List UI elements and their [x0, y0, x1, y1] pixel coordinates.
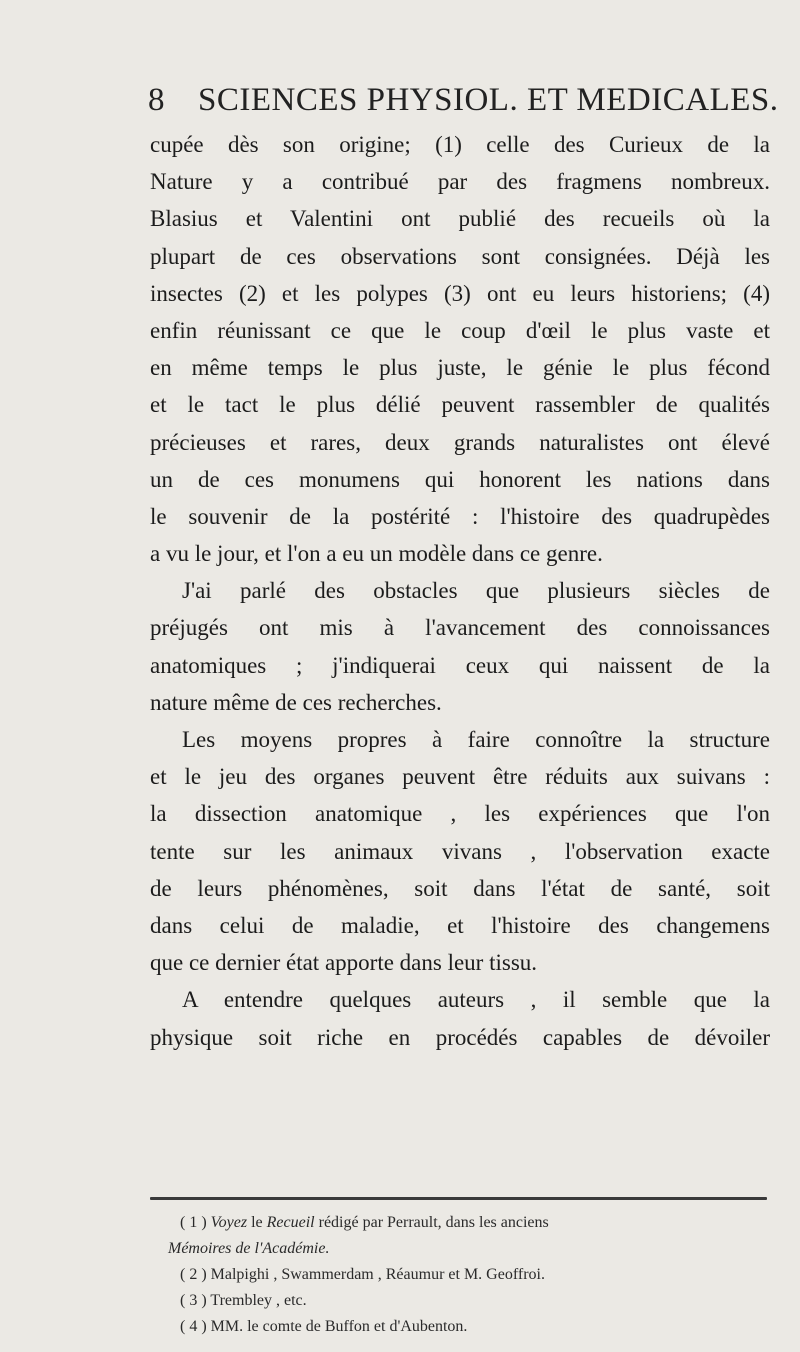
text-line: dans celui de maladie, et l'histoire des changemens [150, 912, 770, 938]
text-line: et le tact le plus délié peuvent rassembler de qualités [150, 392, 770, 418]
text-line: physique soit riche en procédés capables de dévoiler [150, 1024, 770, 1050]
footnote-text: rédigé par Perrault, dans les anciens [318, 1214, 549, 1231]
text-line: J'ai parlé des obstacles que plusieurs siècles de [182, 578, 770, 604]
text-line: Blasius et Valentini ont publié des recueils où la [150, 206, 770, 232]
text-line: que ce dernier état apporte dans leur tissu. [150, 950, 538, 976]
page-header [148, 82, 779, 122]
body-text [150, 126, 770, 1056]
text-line: la dissection anatomique , les expériences que l'on [150, 801, 770, 827]
footnote-text: le [251, 1214, 263, 1231]
footnotes [168, 1210, 770, 1340]
text-line: anatomiques ; j'indiquerai ceux qui naissent de la [150, 652, 770, 678]
text-line: préjugés ont mis à l'avancement des connoissances [150, 615, 770, 641]
text-line: cupée dès son origine; (1) celle des Curieux de la [150, 132, 770, 157]
text-line: en même temps le plus juste, le génie le plus fécond [150, 355, 770, 381]
footnote-text: Voyez [210, 1214, 248, 1231]
footnote-3: ( 3 ) Trembley , etc. [180, 1292, 307, 1309]
text-line: Les moyens propres à faire connoître la structure [182, 727, 770, 752]
text-line: de leurs phénomènes, soit dans l'état de santé, soit [150, 875, 770, 901]
footnote-4: ( 4 ) MM. le comte de Buffon et d'Aubenton. [180, 1318, 468, 1335]
footnote-rule [150, 1197, 767, 1200]
text-line: Nature y a contribué par des fragmens nombreux. [150, 169, 770, 195]
text-line: un de ces monumens qui honorent les nations dans [150, 466, 770, 492]
text-line: enfin réunissant ce que le coup d'œil le plus vaste et [150, 317, 770, 343]
text-line: le souvenir de la postérité : l'histoire des quadrupèdes [150, 503, 770, 529]
text-line: a vu le jour, et l'on a eu un modèle dans ce genre. [150, 541, 603, 567]
footnote-1 [180, 1210, 770, 1236]
footnote-text: Recueil [266, 1214, 315, 1231]
page-number: 8 [148, 82, 165, 118]
footnote-mark: ( 1 ) [180, 1214, 207, 1231]
text-line: insectes (2) et les polypes (3) ont eu leurs historiens; (4) [150, 280, 770, 306]
footnote-1-continued: Mémoires de l'Académie. [168, 1240, 330, 1257]
footnote-2: ( 2 ) Malpighi , Swammerdam , Réaumur et M. Geoffroi. [180, 1266, 545, 1283]
text-line: plupart de ces observations sont consignées. Déjà les [150, 243, 770, 269]
text-line: tente sur les animaux vivans , l'observation exacte [150, 838, 770, 864]
running-title: SCIENCES PHYSIOL. ET MEDICALES. [198, 82, 779, 118]
text-line: A entendre quelques auteurs , il semble que la [182, 987, 770, 1013]
text-line: précieuses et rares, deux grands naturalistes ont élevé [150, 429, 770, 455]
text-line: nature même de ces recherches. [150, 689, 442, 715]
text-line: et le jeu des organes peuvent être réduits aux suivans : [150, 764, 770, 790]
